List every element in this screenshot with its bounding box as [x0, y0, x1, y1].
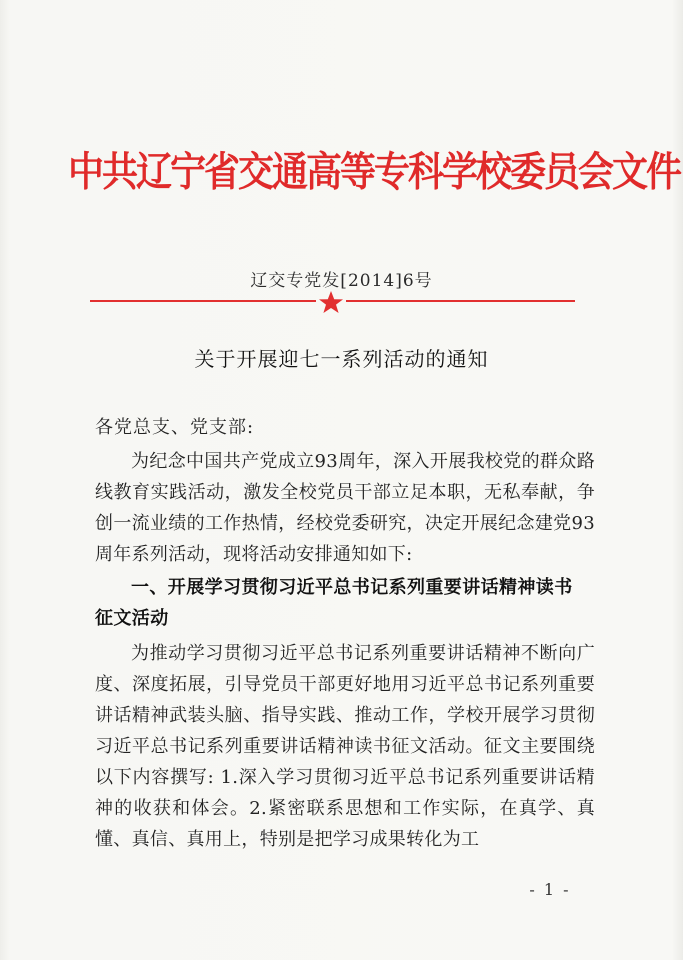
document-number: 辽交专党发[2014]6号	[250, 271, 433, 291]
salutation: 各党总支、党支部:	[95, 417, 255, 438]
issuer-title: 中共辽宁省交通高等专科学校委员会文件	[68, 148, 681, 196]
section-paragraph: 为推动学习贯彻习近平总书记系列重要讲话精神不断向广度、深度拓展，引导党员干部更好地用习近平总书记系列重要讲话精神武装头脑、指导实践、推动工作，学校开展学习贯彻习近平总书记系列重要讲话精神读书征文活动。征文主要围绕以下内容撰写: 1.深入学习贯彻习近平总书记系列重要讲话精神的收获和体会。2.紧密联系思想和工作实际，在真学、真懂、真信、真用上，特别是把学习成果转化为工	[95, 643, 595, 850]
page-number: - 1 -	[529, 880, 571, 899]
section-heading: 一、开展学习贯彻习近平总书记系列重要讲话精神读书征文活动	[95, 577, 573, 629]
intro-paragraph: 为纪念中国共产党成立93周年，深入开展我校党的群众路线教育实践活动，激发全校党员干部立足本职，无私奉献，争创一流业绩的工作热情，经校党委研究，决定开展纪念建党93周年系列活动，现将活动安排通知如下:	[95, 451, 595, 565]
red-rule-left	[90, 300, 316, 302]
notice-title: 关于开展迎七一系列活动的通知	[194, 347, 489, 371]
red-star-icon	[316, 290, 346, 314]
red-rule-right	[346, 300, 575, 302]
